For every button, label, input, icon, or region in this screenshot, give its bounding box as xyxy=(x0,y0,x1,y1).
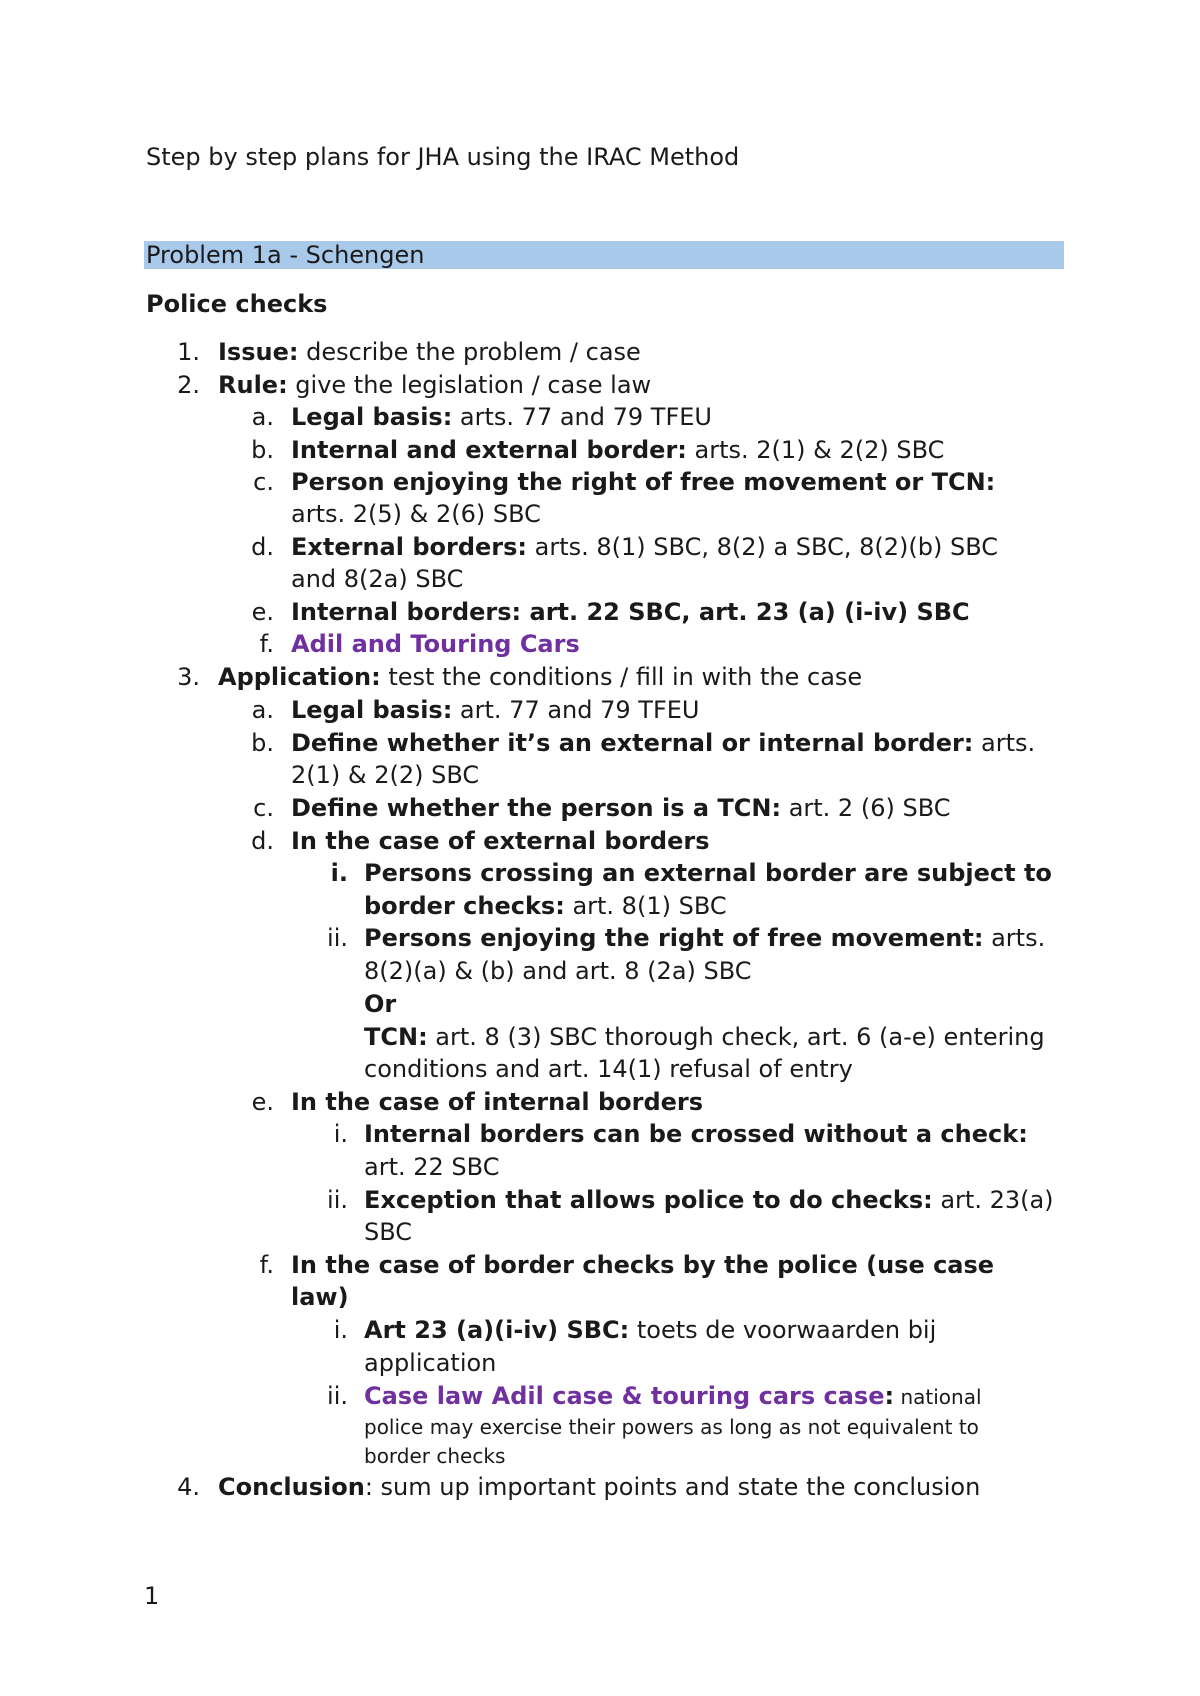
list-item-application-d-i-cont: border checks: art. 8(1) SBC xyxy=(364,892,727,920)
list-item-rule-d-cont: and 8(2a) SBC xyxy=(291,565,464,593)
list-item-application-d-ii-or: Or xyxy=(364,990,397,1018)
list-item-application-f-i-cont: application xyxy=(364,1349,497,1377)
list-item-application-d-ii-tcn-cont: conditions and art. 14(1) refusal of entry xyxy=(364,1055,853,1083)
list-item-rule-c-cont: arts. 2(5) & 2(6) SBC xyxy=(291,500,541,528)
document-title: Step by step plans for JHA using the IRAC Method xyxy=(146,143,740,171)
list-item-application-d-ii-cont: 8(2)(a) & (b) and art. 8 (2a) SBC xyxy=(364,957,752,985)
section-heading: Police checks xyxy=(146,290,328,318)
list-item-application-f-ii-cont2: border checks xyxy=(364,1444,506,1468)
list-item-application-e-i-cont: art. 22 SBC xyxy=(364,1153,500,1181)
list-item-application-d-ii-tcn: TCN: art. 8 (3) SBC thorough check, art. 6 (a-e) entering xyxy=(364,1023,1045,1051)
document-page: Step by step plans for JHA using the IRAC Method Problem 1a - Schengen Police checks 1. Issue: describe the problem / case 2. Rule: give the legislation / case law a. Legal basis: arts. 77 and 79 TFEU b. Internal and external border: arts. 2(1) & 2(2) SBC c. Person enjoying the right of free movement or TCN: arts. 2(5) & 2(6) SBC d. External borders: arts. 8(1) SBC, 8(2) a SBC, 8(2)(b) SBC and 8(2a) SBC e. Internal borders: art. 22 SBC, art. 23 (a) (i-iv) SBC f. Adil and Touring Cars 3. Application: test the conditions / fill in with the case a. Legal basis: art. 77 and 79 TFEU b. Define whether it’s an external or internal border: arts. 2(1) & 2(2) SBC c. Define whether the person is a TCN: art. 2 (6) SBC d. In the case of external borders i. Persons crossing an external border are subject to border checks: art. 8(1) SBC ii. Persons enjoying the right of free movement: arts. 8(2)(a) & (b) and art. 8 (2a) SBC Or TCN: art. 8 (3) SBC thorough check, art. 6 (a-e) entering conditions and art. 14(1) refusal of entry e. In the case of internal borders i. Internal borders can be crossed without a check: art. 22 SBC ii. Exception that allows police to do checks: art. 23(a) SBC f. In the case of border checks by the police (use case law) i. Art 23 (a)(i-iv) SBC: toets de voorwaarden bij application ii. Case law Adil case & touring cars case: national police may exercise their powers as long as not equivalent to border checks 4. Conclusion: sum up important points and state the conclusion 1 xyxy=(0,0,1200,1696)
list-item-application-b-cont: 2(1) & 2(2) SBC xyxy=(291,761,480,789)
problem-heading: Problem 1a - Schengen xyxy=(144,241,1064,269)
list-item-application-f-ii-cont: police may exercise their powers as long as not equivalent to xyxy=(364,1415,979,1439)
list-item-application-e-ii-cont: SBC xyxy=(364,1218,413,1246)
page-number: 1 xyxy=(144,1582,160,1610)
list-item-application-f-cont: law) xyxy=(291,1283,349,1311)
